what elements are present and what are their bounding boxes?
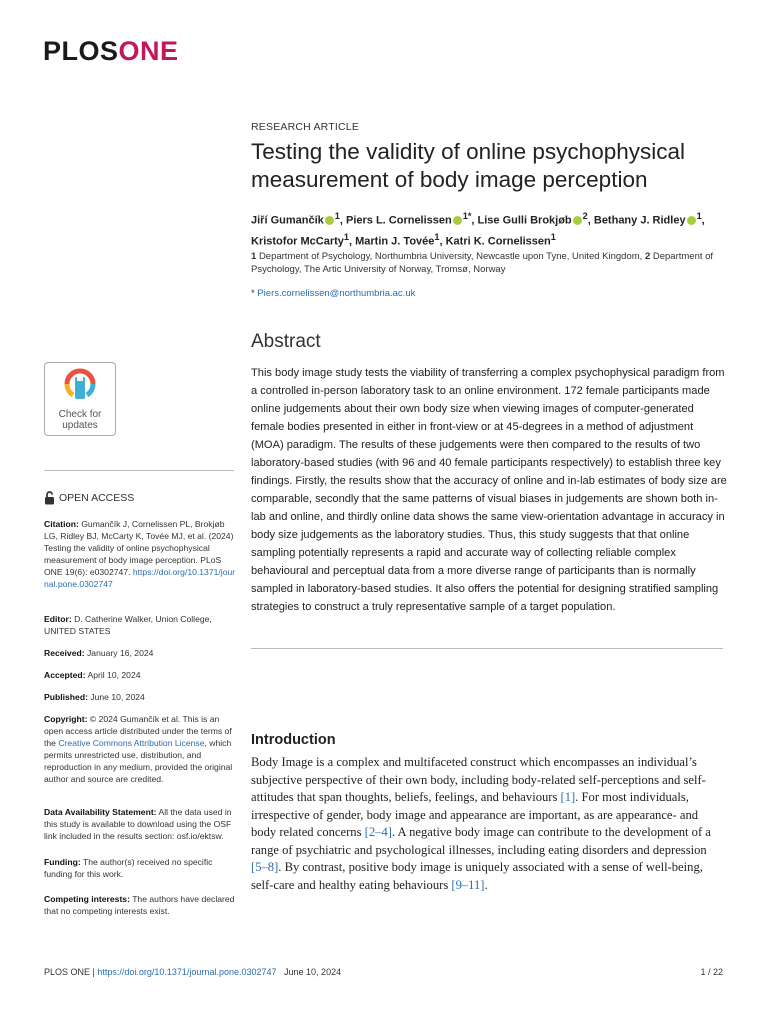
badge-line: Check for [58,409,102,420]
sidebar-divider [44,470,234,471]
author-name[interactable]: Katri K. Cornelissen [445,235,551,248]
author-name[interactable]: Martin J. Tovée [355,235,435,248]
author-affil-sup: 2 [582,211,588,221]
competing-interests-block [44,893,236,917]
badge-label [45,409,115,431]
author-name[interactable]: Kristofor McCarty [251,235,344,248]
author-name[interactable]: Piers L. Cornelissen [345,214,452,227]
article-title: Testing the validity of online psychophysical measurement of body image perception [251,139,685,192]
badge-line: updates [62,420,98,431]
open-access-text: OPEN ACCESS [59,492,135,504]
orcid-icon[interactable] [453,216,462,225]
intro-segment: . For most individuals, irrespective of gender, body image and appearance are important, as are appearance- and body related concerns [251,790,699,839]
check-for-updates-badge[interactable] [44,362,116,436]
funding-block [44,856,236,880]
abstract-divider [251,648,723,649]
affil-number: 2 [644,251,651,262]
footer-journal: PLOS ONE [44,967,91,977]
reference-link[interactable]: [2–4] [364,825,392,839]
plos-one-logo[interactable] [43,36,179,67]
page-number: 1 / 22 [700,967,723,977]
citation-text: Gumančík J, Cornelissen PL, Brokjøb LG, Ridley BJ, McCarty K, Tovée MJ, et al. (2024) Testing the validity of online psychophysical measurement of body image perception. PLoS ONE 19(6): e0302747. [44,519,234,577]
author-affil-sup: 1 [434,231,440,242]
footer-date: June 10, 2024 [284,967,342,977]
orcid-icon[interactable] [573,216,582,225]
author-affil-sup: 1* [462,211,472,221]
abstract-text: This body image study tests the viability of transferring a complex psychophysical paradigm from a controlled in-person laboratory task to an online environment. 172 female participants made online judgements about their own body size when viewing images of computer-generated female bodies presented in either in front-view or at 45-degrees in a method of adjustment (MOA) paradigm. The results of these judgements were then compared to the results of two laboratory-based studies (with 96 and 40 female participants respectively) to establish three key findings. Firstly, the results show that the accuracy of online and in-lab estimates of body size are comparable, secondly that the same patterns of visual biases in judgements are shown both in-lab and online, and thirdly online data shows the same view-orientation advantage in accuracy in body size judgements as the laboratory studies. Thus, this study suggests that that online sampling potentially represents a rapid and accurate way of collecting reliable complex behavioural and perceptual data from a more diverse range of participants than is normally sampled in laboratory-based studies. It also offers the potential for designing stratified sampling strategies to construct a truly representative sample of a target population. [251,367,727,613]
crossmark-icon [63,367,97,403]
corresponding-email [251,288,415,299]
reference-link[interactable]: [5–8] [251,860,279,874]
author-name[interactable]: Bethany J. Ridley [593,214,686,227]
intro-segment: . [484,877,488,892]
open-access-label [44,491,134,505]
data-availability-text: All the data used in this study is available to download using the OSF link included in the results section: osf.io/ektsw. [44,807,232,841]
editor-text: D. Catherine Walker, Union College, UNITED STATES [44,614,212,636]
competing-label: Competing interests: [44,894,130,904]
author-name[interactable]: Lise Gulli Brokjøb [477,214,572,227]
funding-text: The author(s) received no specific funding for this work. [44,857,213,879]
published-date: June 10, 2024 [90,692,145,702]
author-affil-sup: 1 [550,231,556,242]
introduction-heading: Introduction [251,732,336,748]
citation-doi-link[interactable]: https://doi.org/10.1371/journal.pone.0302747 [44,567,236,589]
received-date: January 16, 2024 [87,648,154,658]
intro-segment: Body Image is a complex and multifaceted construct which encompasses an individual’s subjective perspective of their own body, including body-related self-perceptions and self-attitudes that span thoughts, beliefs, feelings, and behaviours [251,755,706,804]
copyright-block [44,713,236,785]
email-link[interactable]: Piers.cornelissen@northumbria.ac.uk [257,288,416,299]
copyright-label: Copyright: [44,714,88,724]
accepted-block [44,669,236,681]
published-label: Published: [44,692,88,702]
logo-plos: PLOS [43,36,119,66]
intro-segment: . By contrast, positive body image is uniquely associated with a sense of well-being, self-care and healthy eating behaviours [251,860,703,892]
article-type: RESEARCH ARTICLE [251,121,360,133]
published-block [44,691,236,703]
logo-one: ONE [118,36,179,66]
copyright-text-end: , which permits unrestricted use, distribution, and reproduction in any medium, provided the original author and source are credited. [44,738,233,784]
copyright-text: © 2024 Gumančík et al. This is an open access article distributed under the terms of the [44,714,232,748]
affil-text: Department of Psychology, Northumbria University, Newcastle upon Tyne, United Kingdom, [258,251,643,262]
footer-doi-link[interactable]: https://doi.org/10.1371/journal.pone.0302747 [97,967,277,977]
license-link[interactable]: Creative Commons Attribution License [58,738,205,748]
footer-separator: | [90,967,98,977]
email-star: * [251,288,255,299]
accepted-date: April 10, 2024 [87,670,141,680]
received-label: Received: [44,648,85,658]
orcid-icon[interactable] [325,216,334,225]
author-affil-sup: 1 [334,211,340,221]
received-block [44,647,236,659]
affiliations [251,250,731,276]
author-list: Jiří Gumančík $^1$, Piers L. Cornelissen $^{1*}$, Lise Gulli Brokjøb $^2$, Bethany J. Ridley $^1$, Kristofor McCarty$^1$, Martin J. Tovée$^1$, Katri K. Cornelissen$^1$ [251,211,705,248]
data-availability-block [44,806,236,842]
affil-number: 1 [251,251,257,262]
affil-text: Department of Psychology, The Artic University of Norway, Tromsø, Norway [251,251,714,275]
accepted-label: Accepted: [44,670,86,680]
author-affil-sup: 1 [696,211,702,221]
data-availability-label: Data Availability Statement: [44,807,157,817]
abstract-heading: Abstract [251,331,321,352]
competing-text: The authors have declared that no competing interests exist. [44,894,235,916]
editor-block [44,613,236,637]
intro-segment: . A negative body image can contribute to the development of a range of psychiatric and psychological illnesses, including eating disorders and depression [251,825,711,857]
reference-link[interactable]: [1] [560,790,576,804]
author-name[interactable]: Jiří Gumančík [251,214,324,227]
citation-block [44,518,236,590]
open-lock-icon [44,491,55,505]
author-affil-sup: 1 [343,231,349,242]
page-footer [44,967,341,977]
editor-label: Editor: [44,614,72,624]
orcid-icon[interactable] [687,216,696,225]
reference-link[interactable]: [9–11] [451,877,485,892]
introduction-text [251,754,721,894]
citation-label: Citation: [44,519,79,529]
funding-label: Funding: [44,857,81,867]
